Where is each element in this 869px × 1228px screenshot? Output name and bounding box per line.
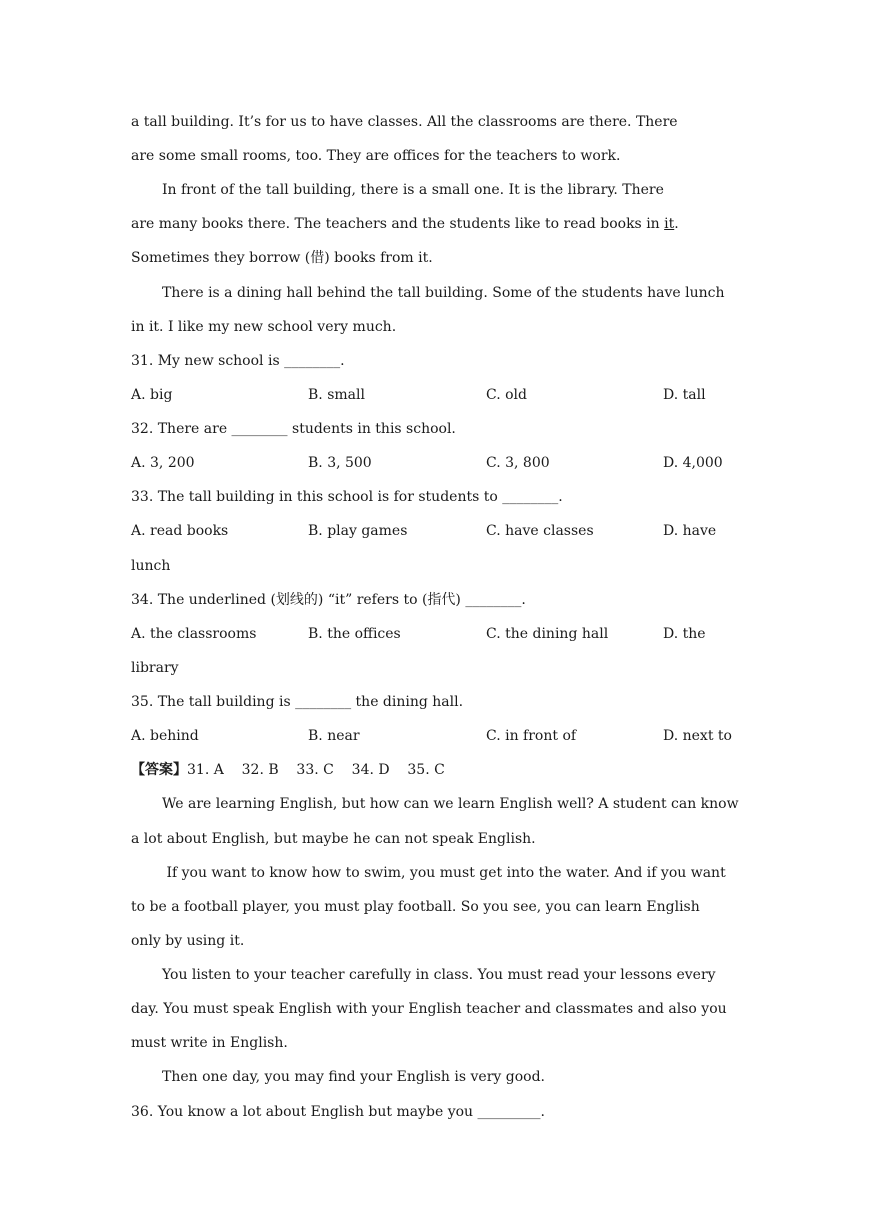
passage2-line-6: You listen to your teacher carefully in class. You must read your lessons every	[162, 967, 716, 983]
passage1-line-6: There is a dining hall behind the tall building. Some of the students have lunch	[162, 285, 725, 301]
answer-key	[131, 761, 445, 779]
answer-text: 31. A 32. B 33. C 34. D 35. C	[187, 762, 445, 778]
question-35-stem: 35. The tall building is ________ the dining hall.	[131, 694, 464, 710]
question-33-option-d: D. have	[663, 523, 717, 539]
question-34-option-d-wrap: library	[131, 660, 179, 676]
question-35-option-d: D. next to	[663, 728, 732, 744]
question-35-option-b: B. near	[308, 728, 360, 744]
passage1-line-2: are some small rooms, too. They are offices for the teachers to work.	[131, 148, 621, 164]
answer-label: 【答案】	[131, 762, 187, 778]
question-34-option-a: A. the classrooms	[131, 626, 257, 642]
passage1-line-4-end: .	[674, 216, 679, 232]
question-35-option-c: C. in front of	[486, 728, 577, 744]
passage2-line-3: If you want to know how to swim, you must get into the water. And if you want	[162, 865, 726, 881]
question-34-option-d: D. the	[663, 626, 706, 642]
question-33-option-b: B. play games	[308, 523, 408, 539]
passage2-line-4: to be a football player, you must play football. So you see, you can learn English	[131, 899, 700, 915]
question-33-option-c: C. have classes	[486, 523, 594, 539]
passage2-line-1: We are learning English, but how can we learn English well? A student can know	[162, 796, 739, 812]
passage2-line-8: must write in English.	[131, 1035, 288, 1051]
question-32-option-c: C. 3, 800	[486, 455, 550, 471]
passage1-line-1: a tall building. It’s for us to have classes. All the classrooms are there. There	[131, 114, 678, 130]
question-31-option-b: B. small	[308, 387, 365, 403]
passage1-line-4	[131, 215, 679, 233]
question-33-option-d-wrap: lunch	[131, 558, 171, 574]
question-31-stem: 31. My new school is ________.	[131, 353, 345, 369]
question-31-option-a: A. big	[131, 387, 173, 403]
question-34-stem: 34. The underlined (划线的) “it” refers to (指代) ________.	[131, 592, 526, 608]
question-35-option-a: A. behind	[131, 728, 199, 744]
question-31-option-d: D. tall	[663, 387, 706, 403]
question-33-option-a: A. read books	[131, 523, 229, 539]
passage1-line-7: in it. I like my new school very much.	[131, 319, 397, 335]
passage2-line-7: day. You must speak English with your English teacher and classmates and also you	[131, 1001, 727, 1017]
passage2-line-5: only by using it.	[131, 933, 245, 949]
question-34-option-b: B. the offices	[308, 626, 401, 642]
question-32-option-b: B. 3, 500	[308, 455, 372, 471]
passage2-line-9: Then one day, you may find your English is very good.	[162, 1069, 545, 1085]
passage1-line-5: Sometimes they borrow (借) books from it.	[131, 250, 433, 266]
question-34-option-c: C. the dining hall	[486, 626, 609, 642]
question-33-stem: 33. The tall building in this school is for students to ________.	[131, 489, 563, 505]
passage1-line-3: In front of the tall building, there is a small one. It is the library. There	[162, 182, 664, 198]
underlined-it: it	[664, 216, 675, 232]
passage1-line-4-text: are many books there. The teachers and the students like to read books in	[131, 216, 665, 232]
question-31-option-c: C. old	[486, 387, 527, 403]
passage2-line-2: a lot about English, but maybe he can not speak English.	[131, 831, 536, 847]
question-32-option-a: A. 3, 200	[131, 455, 195, 471]
question-32-option-d: D. 4,000	[663, 455, 723, 471]
question-36-stem: 36. You know a lot about English but maybe you _________.	[131, 1104, 545, 1120]
question-32-stem: 32. There are ________ students in this school.	[131, 421, 456, 437]
